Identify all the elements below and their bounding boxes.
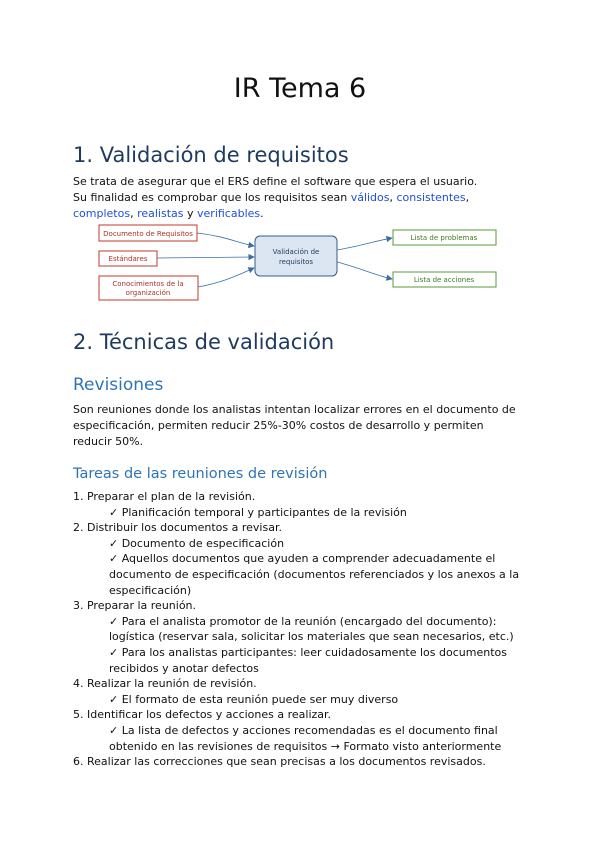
sub-line: ✓ Para los analistas participantes: leer cuidadosamente los documentos [109, 645, 507, 659]
sub-line: recibidos y anotar defectos [109, 661, 259, 675]
task-1-sub-1 [109, 505, 533, 521]
sub-line: obtenido en las revisiones de requisitos → Formato visto anteriormente [109, 739, 502, 753]
para-line: Se trata de asegurar que el ERS define el software que espera el usuario. [73, 175, 478, 188]
subheading-tareas: Tareas de las reuniones de revisión [73, 466, 328, 482]
arrow-acciones [337, 262, 392, 279]
arrow-estandares [157, 257, 254, 258]
sep: , [465, 191, 470, 204]
page-title: IR Tema 6 [233, 73, 367, 104]
tasks-list [73, 489, 533, 770]
task-5-sub-1 [109, 723, 533, 754]
para-line: Son reuniones donde los analistas intentan localizar errores en el documento de [73, 403, 516, 416]
task-3-sub-2 [109, 645, 533, 676]
sub-line: ✓ Documento de especificación [109, 536, 285, 550]
sub-line: ✓ Para el analista promotor de la reunión (encargado del documento): [109, 614, 497, 628]
input-label-conocimientos: organización [125, 289, 171, 297]
arrow-conocimientos [198, 268, 254, 287]
section-heading-tecnicas: 2. Técnicas de validación [73, 330, 335, 354]
keyword-verificables: verificables [197, 207, 261, 220]
sep: , [130, 207, 138, 220]
sub-line: ✓ Aquellos documentos que ayuden a comprender adecuadamente el [109, 552, 496, 566]
input-label-documento: Documento de Requisitos [103, 230, 193, 238]
task-2: 2. Distribuir los documentos a revisar. [73, 521, 282, 535]
arrow-problemas [337, 238, 392, 250]
task-5: 5. Identificar los defectos y acciones a realizar. [73, 708, 332, 722]
task-6: 6. Realizar las correcciones que sean precisas a los documentos revisados. [73, 755, 486, 769]
output-label-problemas: Lista de problemas [410, 234, 478, 242]
center-label: Validación de [272, 248, 320, 256]
section-heading-validacion: 1. Validación de requisitos [73, 143, 349, 167]
sep: , [389, 191, 397, 204]
keyword-realistas: realistas [137, 207, 184, 220]
arrow-documento [197, 233, 254, 246]
keyword-completos: completos [73, 207, 131, 220]
sep: y [183, 207, 198, 220]
para-line: especificación, permiten reducir 25%-30% costos de desarrollo y permiten [73, 419, 484, 432]
section2-paragraph [73, 402, 533, 450]
task-4: 4. Realizar la reunión de revisión. [73, 677, 257, 691]
para-text: Su finalidad es comprobar que los requisitos sean [73, 191, 351, 204]
subheading-revisiones: Revisiones [73, 375, 164, 395]
input-label-estandares: Estándares [108, 255, 148, 263]
keyword-consistentes: consistentes [396, 191, 466, 204]
task-4-sub-1 [109, 692, 533, 708]
center-label: requisitos [278, 258, 314, 266]
task-3-sub-1 [109, 614, 533, 645]
sub-line: ✓ Planificación temporal y participantes de la revisión [109, 505, 407, 519]
sep: . [260, 207, 264, 220]
task-2-sub-1 [109, 536, 533, 552]
keyword-validos: válidos [350, 191, 390, 204]
sub-line: logística (reservar sala, solicitar los materiales que sean necesarios, etc.) [109, 630, 514, 644]
sub-line: especificación) [109, 583, 192, 597]
output-label-acciones: Lista de acciones [413, 276, 475, 284]
task-3: 3. Preparar la reunión. [73, 599, 197, 613]
para-line: reducir 50%. [73, 435, 144, 448]
task-2-sub-2 [109, 551, 533, 598]
input-label-conocimientos: Conocimientos de la [112, 280, 184, 288]
sub-line: ✓ La lista de defectos y acciones recomendadas es el documento final [109, 723, 498, 737]
task-1: 1. Preparar el plan de la revisión. [73, 490, 256, 503]
sub-line: documento de especificación (documentos referenciados y los anexos a la [109, 567, 520, 581]
center-box-validacion [255, 236, 337, 276]
sub-line: ✓ El formato de esta reunión puede ser muy diverso [109, 692, 399, 706]
